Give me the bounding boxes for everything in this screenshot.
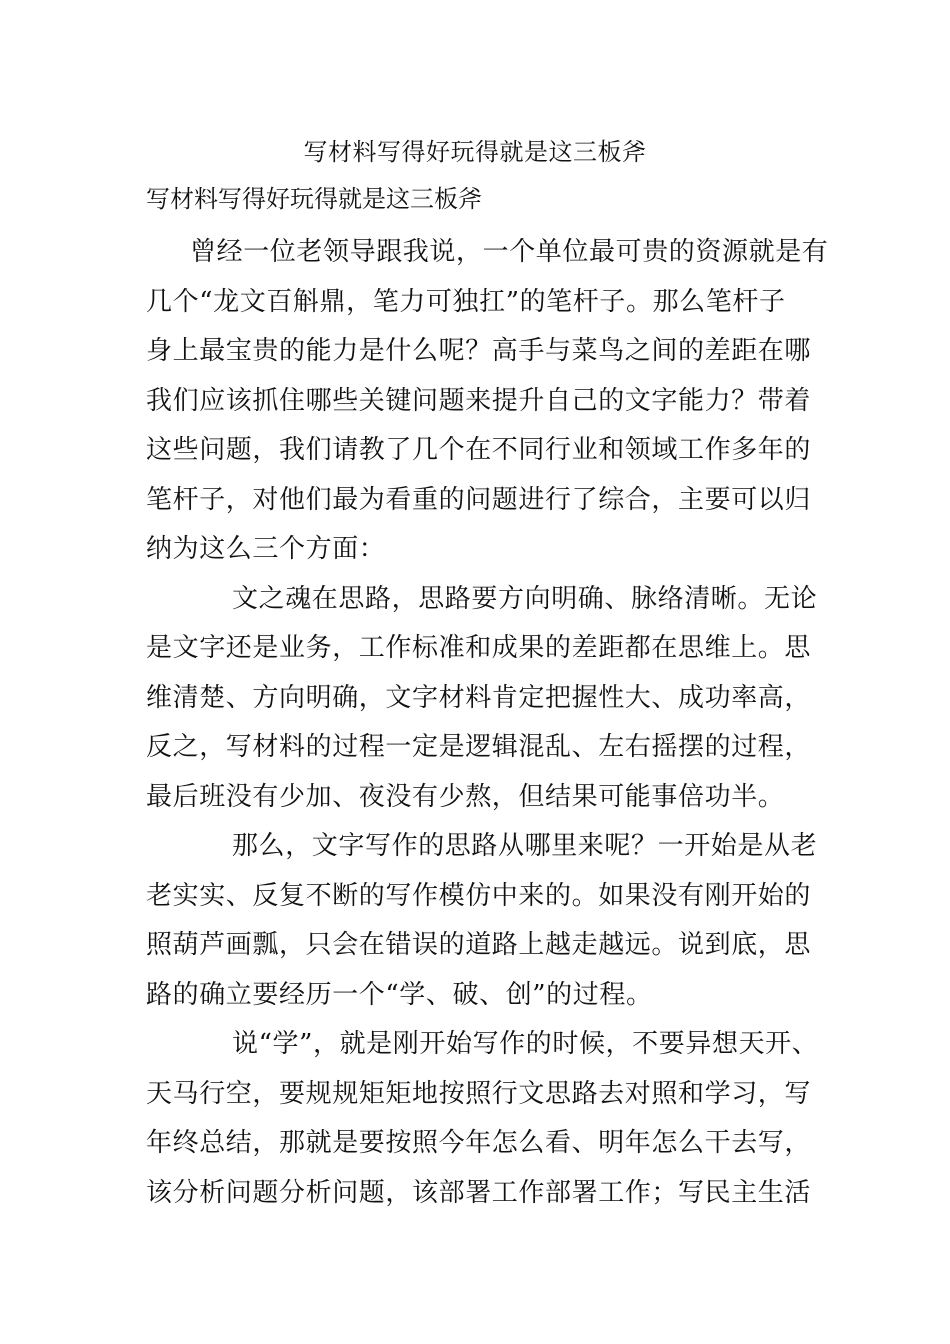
text-line: 该分析问题分析问题，该部署工作部署工作；写民主生活 — [146, 1177, 812, 1208]
text-line: 反之，写材料的过程一定是逻辑混乱、左右摇摆的过程， — [146, 732, 812, 762]
text-line: 年终总结，那就是要按照今年怎么看、明年怎么干去写， — [146, 1128, 812, 1158]
text-line: 我们应该抓住哪些关键问题来提升自己的文字能力？带着 — [146, 385, 812, 416]
text-line: 文之魂在思路，思路要方向明确、脉络清晰。无论 — [232, 583, 818, 614]
text-line: 路的确立要经历一个“学、破、创”的过程。 — [146, 979, 653, 1010]
text-line: 身上最宝贵的能力是什么呢？高手与菜鸟之间的差距在哪 — [146, 336, 812, 366]
text-line: 那么，文字写作的思路从哪里来呢？一开始是从老 — [232, 831, 818, 861]
document-title: 写材料写得好玩得就是这三板斧 — [303, 138, 647, 166]
text-line: 笔杆子，对他们最为看重的问题进行了综合，主要可以归 — [146, 484, 812, 515]
text-line: 这些问题，我们请教了几个在不同行业和领域工作多年的 — [146, 435, 812, 465]
text-line: 曾经一位老领导跟我说，一个单位最可贵的资源就是有 — [190, 237, 829, 267]
text-line: 说“学”，就是刚开始写作的时候，不要异想天开、 — [232, 1029, 819, 1059]
text-line: 照葫芦画瓢，只会在错误的道路上越走越远。说到底，思 — [146, 930, 812, 960]
document-subtitle: 写材料写得好玩得就是这三板斧 — [146, 185, 482, 213]
text-line: 纳为这么三个方面： — [146, 534, 386, 564]
document-body — [146, 232, 829, 1222]
text-line: 维清楚、方向明确，文字材料肯定把握性大、成功率高， — [146, 682, 812, 713]
text-line: 是文字还是业务，工作标准和成果的差距都在思维上。思 — [146, 633, 812, 663]
text-line: 天马行空，要规规矩矩地按照行文思路去对照和学习，写 — [146, 1078, 812, 1109]
text-line: 老实实、反复不断的写作模仿中来的。如果没有刚开始的 — [146, 880, 812, 911]
text-line: 最后班没有少加、夜没有少熬，但结果可能事倍功半。 — [146, 781, 785, 812]
text-line: 几个“龙文百斛鼎，笔力可独扛”的笔杆子。那么笔杆子 — [146, 286, 786, 317]
